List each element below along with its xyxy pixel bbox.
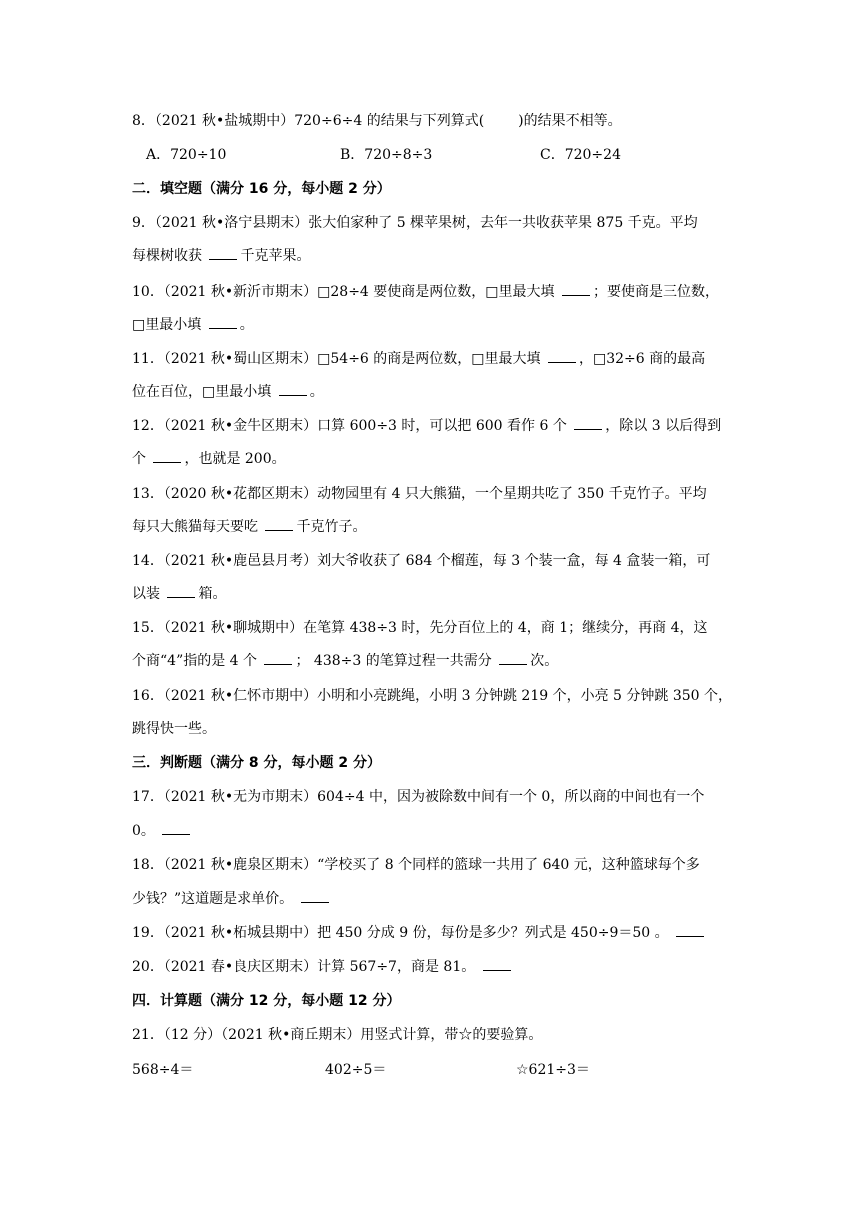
answer-blank [167, 585, 195, 598]
question-14-text-end: 箱。 [198, 586, 227, 602]
question-19-text: 19．（2021 秋•柘城县期中）把 450 分成 9 份，每份是多少？列式是 450÷9＝50 。 [132, 925, 674, 941]
answer-blank [548, 350, 576, 363]
question-11-text: 11．（2021 秋•蜀山区期末）□54÷6 的商是两位数，□里最大填 [132, 351, 545, 367]
answer-blank [264, 652, 292, 665]
option-c: C．720÷24 [540, 147, 621, 163]
calc-item-2: 402÷5＝ [325, 1062, 387, 1078]
question-15-line-1: 15．（2021 秋•聊城期中）在笔算 438÷3 时，先分百位上的 4，商 1；继续分，再商 4，这 [132, 620, 708, 636]
question-9-line-2 [132, 246, 310, 266]
section-heading-fill-in: 二．填空题（满分 16 分，每小题 2 分） [132, 181, 391, 197]
question-8 [132, 111, 622, 131]
question-21: 21．（12 分）（2021 秋•商丘期末）用竖式计算，带☆的要验算。 [132, 1027, 543, 1043]
answer-blank [209, 316, 237, 329]
question-12-line-2 [132, 449, 286, 469]
answer-blank [301, 890, 329, 903]
answer-blank [209, 247, 237, 260]
question-9-text-end: 千克苹果。 [240, 248, 311, 264]
option-b: B．720÷8÷3 [340, 147, 433, 163]
question-15-line-2 [132, 651, 558, 671]
question-12-text: 12．（2021 秋•金牛区期末）口算 600÷3 时，可以把 600 看作 6 个 [132, 418, 572, 434]
question-13-line-1: 13．（2020 秋•花都区期末）动物园里有 4 只大熊猫，一个星期共吃了 350 千克竹子。平均 [132, 486, 707, 502]
calc-item-3: ☆621÷3＝ [516, 1062, 590, 1078]
calc-item-1: 568÷4＝ [132, 1062, 194, 1078]
question-17-line-1: 17．（2021 秋•无为市期末）604÷4 中，因为被除数中间有一个 0，所以商的中间也有一个 [132, 789, 705, 805]
question-14-line-2 [132, 584, 226, 604]
question-16-line-2: 跳得快一些。 [132, 721, 216, 737]
question-18-line-1: 18．（2021 秋•鹿泉区期末）“学校买了 8 个同样的篮球一共用了 640 元，这种篮球每个多 [132, 857, 700, 873]
question-8-text-a: 8．（2021 秋•盐城期中）720÷6÷4 的结果与下列算式( [132, 113, 485, 129]
question-18-text: 少钱？”这道题是求单价。 [132, 891, 298, 907]
section-heading-judge: 三．判断题（满分 8 分，每小题 2 分） [132, 755, 381, 771]
answer-blank [279, 383, 307, 396]
question-11-line-1 [132, 349, 705, 369]
answer-blank [562, 283, 590, 296]
question-13-text: 每只大熊猫每天要吃 [132, 519, 263, 535]
question-8-text-b: )的结果不相等。 [518, 113, 622, 129]
question-10-text: 10．（2021 秋•新沂市期末）□28÷4 要使商是两位数，□里最大填 [132, 284, 559, 300]
question-20-text: 20．（2021 春•良庆区期末）计算 567÷7，商是 81。 [132, 959, 480, 975]
question-14-line-1: 14．（2021 秋•鹿邑县月考）刘大爷收获了 684 个榴莲，每 3 个装一盒，每 4 盒装一箱，可 [132, 553, 711, 569]
question-10-text-2: □里最小填 [132, 317, 206, 333]
question-11-text-2: 位在百位，□里最小填 [132, 384, 276, 400]
section-heading-calc: 四．计算题（满分 12 分，每小题 12 分） [132, 993, 401, 1009]
answer-blank [499, 652, 527, 665]
question-11-line-2 [132, 382, 324, 402]
question-16-line-1: 16．（2021 秋•仁怀市期中）小明和小亮跳绳，小明 3 分钟跳 219 个，小亮 5 分钟跳 350 个， [132, 688, 733, 704]
question-11-text-end: ，□32÷6 商的最高 [578, 351, 706, 367]
question-19 [132, 923, 707, 943]
question-20 [132, 957, 514, 977]
answer-blank [162, 822, 190, 835]
question-14-text: 以装 [132, 586, 165, 602]
question-12-text-end: ，除以 3 以后得到 [605, 418, 722, 434]
question-17-text: 0。 [132, 823, 160, 839]
question-12-line-1 [132, 416, 721, 436]
question-11-text-2-end: 。 [309, 384, 324, 400]
question-9-line-1: 9．（2021 秋•洛宁县期末）张大伯家种了 5 棵苹果树，去年一共收获苹果 875 千克。平均 [132, 215, 698, 231]
question-9-text: 每棵树收获 [132, 248, 207, 264]
question-12-text-2: 个 [132, 451, 151, 467]
question-15-text-end: 次。 [530, 653, 559, 669]
answer-blank [153, 450, 181, 463]
question-15-text-mid: ； 438÷3 的笔算过程一共需分 [295, 653, 497, 669]
question-13-line-2 [132, 517, 366, 537]
question-17-line-2 [132, 821, 193, 841]
question-13-text-end: 千克竹子。 [296, 519, 367, 535]
question-10-line-1 [132, 282, 719, 302]
question-10-line-2 [132, 315, 254, 335]
question-10-text-2-end: 。 [239, 317, 254, 333]
question-15-text: 个商“4”指的是 4 个 [132, 653, 262, 669]
answer-blank [265, 518, 293, 531]
question-10-text-end: ；要使商是三位数， [592, 284, 719, 300]
question-12-text-2-end: ，也就是 200。 [184, 451, 286, 467]
question-18-line-2 [132, 889, 332, 909]
answer-blank [676, 924, 704, 937]
option-a: A．720÷10 [146, 147, 227, 163]
answer-blank [574, 417, 602, 430]
answer-blank [483, 958, 511, 971]
